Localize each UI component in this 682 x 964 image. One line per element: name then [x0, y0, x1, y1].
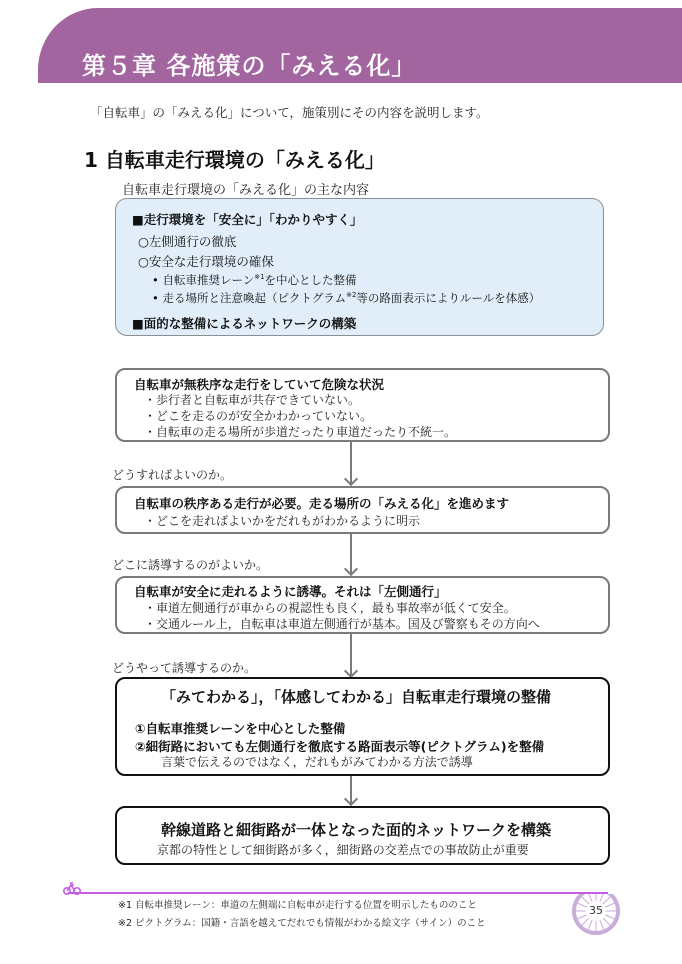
footnote-ref: ※1: [254, 273, 265, 282]
flow-line: ・交通ルール上，自転車は車道左側通行が基本。国及び警察もその方向へ: [144, 617, 540, 631]
page-number: 35: [589, 904, 603, 917]
flow-line: ・自転車の走る場所が歩道だったり車道だったり不統一。: [144, 425, 457, 439]
summary-heading-1: ■走行環境を「安全に」「わかりやすく」: [132, 212, 363, 227]
page-number-badge: [570, 880, 622, 940]
flow-box-visible-environment: [115, 677, 610, 776]
flow-item-1: ①自転車推奨レーンを中心とした整備: [135, 721, 346, 736]
flow-sub: 言葉で伝えるのではなく，だれもがみてわかる方法で誘導: [161, 755, 473, 769]
bullet-text: 等の路面表示によりルールを体感）: [356, 291, 541, 305]
summary-item-1: ○左側通行の徹底: [138, 234, 237, 249]
flow-heading: 「みてわかる」，「体感してわかる」自転車走行環境の整備: [161, 688, 552, 706]
bullet-text: • 走る場所と注意喚起（ピクトグラム: [152, 291, 347, 305]
flow-box-network: [115, 806, 610, 865]
chapter-title: 第５章 各施策の「みえる化」: [82, 52, 417, 80]
flow-sub: 京都の特性として細街路が多く，細街路の交差点での事故防止が重要: [157, 843, 529, 857]
summary-bullet-1: [152, 272, 357, 288]
flow-line: ・歩行者と自転車が共存できていない。: [144, 393, 361, 407]
footnote-ref: ※2: [346, 291, 357, 300]
intro-text: 「自転車」の「みえる化」について，施策別にその内容を説明します。: [90, 105, 489, 120]
flow-heading: 自転車が安全に走れるように誘導。それは「左側通行」: [134, 584, 447, 599]
arrow-down-icon: [344, 562, 358, 576]
summary-bullet-2: [152, 290, 540, 306]
flow-question-3: どうやって誘導するのか。: [112, 661, 257, 675]
flow-line: ・どこを走ればよいかをだれもがわかるように明示: [144, 514, 421, 528]
arrow-down-icon: [344, 472, 358, 486]
footnote-1: ※1 自転車推奨レーン：車道の左側端に自転車が走行する位置を明示したもののこと: [118, 900, 477, 911]
flow-heading: 自転車の秩序ある走行が必要。走る場所の「みえる化」を進めます: [134, 496, 510, 511]
summary-box: [115, 198, 604, 336]
arrow-down-icon: [344, 792, 358, 806]
bullet-text: を中心とした整備: [264, 273, 357, 287]
footer-divider: [68, 892, 608, 894]
summary-item-2: ○安全な走行環境の確保: [138, 254, 274, 269]
footnote-2: ※2 ピクトグラム：国籍・言語を越えてだれでも情報がわかる絵文字（サイン）のこと: [118, 918, 486, 929]
arrow-down-icon: [344, 664, 358, 678]
bullet-text: • 自転車推奨レーン: [152, 273, 255, 287]
summary-heading-2: ■面的な整備によるネットワークの構築: [132, 316, 357, 331]
flow-question-2: どこに誘導するのがよいか。: [112, 558, 269, 572]
flow-box-need: [115, 486, 610, 534]
bicycle-icon: [63, 880, 81, 899]
flow-box-left-side: [115, 576, 610, 634]
flow-heading: 幹線道路と細街路が一体となった面的ネットワークを構築: [161, 821, 552, 839]
summary-caption: 自転車走行環境の「みえる化」の主な内容: [122, 183, 370, 198]
flow-heading: 自転車が無秩序な走行をしていて危険な状況: [134, 377, 385, 392]
section-title: 1 自転車走行環境の「みえる化」: [84, 148, 385, 172]
flow-item-2: ②細街路においても左側通行を徹底する路面表示等(ピクトグラム)を整備: [135, 739, 545, 754]
flow-line: ・車道左側通行が車からの視認性も良く，最も事故率が低くて安全。: [144, 601, 516, 615]
flow-line: ・どこを走るのが安全かわかっていない。: [144, 409, 373, 423]
flow-question-1: どうすればよいのか。: [112, 468, 233, 482]
flow-box-problem: [115, 368, 610, 442]
